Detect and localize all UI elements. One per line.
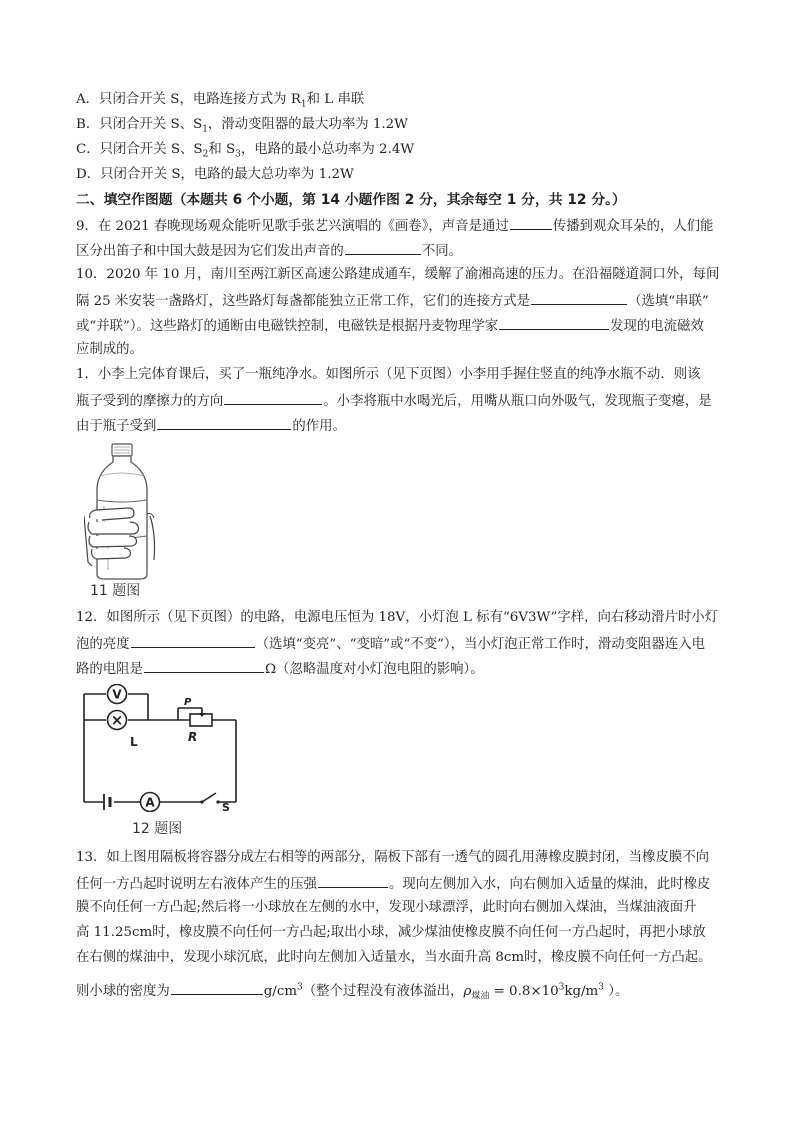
- answer-blank[interactable]: [499, 315, 609, 330]
- option-a: A．只闭合开关 S，电路连接方式为 $R_1$和 L 串联: [76, 92, 365, 110]
- answer-blank[interactable]: [345, 240, 421, 255]
- q13-line3: 膜不向任何一方凸起;然后将一小球放在左侧的水中，发现小球漂浮，此时向右侧加入煤油，当煤油液面升: [76, 900, 697, 915]
- q11-line3: 由于瓶子受到 的作用。: [76, 415, 346, 437]
- bottle-figure: [84, 442, 164, 582]
- q13-line4: 高 11.25cm时，橡皮膜不向任何一方凸起;取出小球，减少煤油使橡皮膜不向任何一方凸起时，再把小球放: [76, 925, 706, 940]
- lamp-label: L: [130, 735, 138, 749]
- q13-line2: 任何一方凸起时说明左右液体产生的压强 。现向左侧加入水，向右侧加入适量的煤油，此时橡皮: [76, 873, 710, 895]
- slider-label: P: [184, 697, 192, 708]
- q13-line5: 在右侧的煤油中，发现小球沉底，此时向左侧加入适量水，当水面升高 8cm时，橡皮膜不向任何一方凸起。: [76, 950, 712, 965]
- q12-line3: 路的电阻是 Ω（忽略温度对小灯泡电阻的影响）。: [76, 658, 484, 680]
- answer-blank[interactable]: [531, 290, 627, 305]
- answer-blank[interactable]: [144, 658, 264, 673]
- circuit-figure: [78, 684, 242, 812]
- answer-blank[interactable]: [318, 873, 388, 888]
- answer-blank[interactable]: [157, 415, 291, 430]
- q13-line6: 则小球的密度为 $g/cm^3$（整个过程没有液体溢出，$\rho_{煤油} = 0.8\times 10^3kg/m^3$ ）。: [76, 980, 628, 1002]
- figure-12-caption: 12 题图: [132, 821, 183, 837]
- voltmeter-label: V: [112, 687, 122, 702]
- q10-line1: 10．2020 年 10 月，南川至两江新区高速公路建成通车，缓解了渝湘高速的压力。在沿福隧道洞口外，每间: [76, 267, 720, 282]
- switch-label: S: [222, 801, 230, 812]
- figure-11-caption: 11 题图: [90, 583, 141, 599]
- q12-line2: 泡的亮度 （选填“变亮”、“变暗”或“不变”），当小灯泡正常工作时，滑动变阻器连入电: [76, 633, 705, 655]
- answer-blank[interactable]: [224, 390, 322, 405]
- option-d: D．只闭合开关 S，电路的最大总功率为 1.2W: [76, 167, 354, 182]
- section-heading: 二、填空作图题（本题共 6 个小题，第 14 小题作图 2 分，其余每空 1 分，共 12 分。）: [76, 192, 626, 208]
- q10-line4: 应制成的。: [76, 342, 143, 357]
- lamp-symbol: ×: [110, 711, 124, 729]
- answer-blank[interactable]: [171, 980, 263, 995]
- q11-line1: 1．小李上完体育课后，买了一瓶纯净水。如图所示（见下页图）小李用手握住竖直的纯净水瓶不动．则该: [76, 367, 701, 382]
- rheostat-label: R: [188, 730, 198, 744]
- q10-line3: 或“并联”）。这些路灯的通断由电磁铁控制，电磁铁是根据丹麦物理学家 发现的电流磁效: [76, 315, 704, 337]
- option-b: B．只闭合开关 S、$S_1$，滑动变阻器的最大功率为 1.2W: [76, 117, 408, 135]
- answer-blank[interactable]: [131, 633, 255, 648]
- q9-line2: 区分出笛子和中国大鼓是因为它们发出声音的 不同。: [76, 240, 462, 262]
- q11-line2: 瓶子受到的摩擦力的方向 。小李将瓶中水喝光后，用嘴从瓶口向外吸气，发现瓶子变瘪，是: [76, 390, 712, 412]
- option-c: C．只闭合开关 S、$S_2$和 $S_3$，电路的最小总功率为 2.4W: [76, 142, 415, 160]
- q9-line1: 9．在 2021 春晚现场观众能听见歌手张艺兴演唱的《画卷》，声音是通过 传播到观众耳朵的，人们能: [76, 215, 713, 237]
- ammeter-label: A: [145, 795, 155, 810]
- q10-line2: 隔 25 米安装一盏路灯，这些路灯每盏都能独立正常工作，它们的连接方式是 （选填“串联”: [76, 290, 709, 312]
- q13-line1: 13．如上图用隔板将容器分成左右相等的两部分，隔板下部有一透气的圆孔用薄橡皮膜封闭，当橡皮膜不向: [76, 850, 710, 865]
- answer-blank[interactable]: [510, 215, 552, 230]
- q12-line1: 12．如图所示（见下页图）的电路，电源电压恒为 18V，小灯泡 L 标有“6V3W”字样，向右移动滑片时小灯: [76, 610, 719, 625]
